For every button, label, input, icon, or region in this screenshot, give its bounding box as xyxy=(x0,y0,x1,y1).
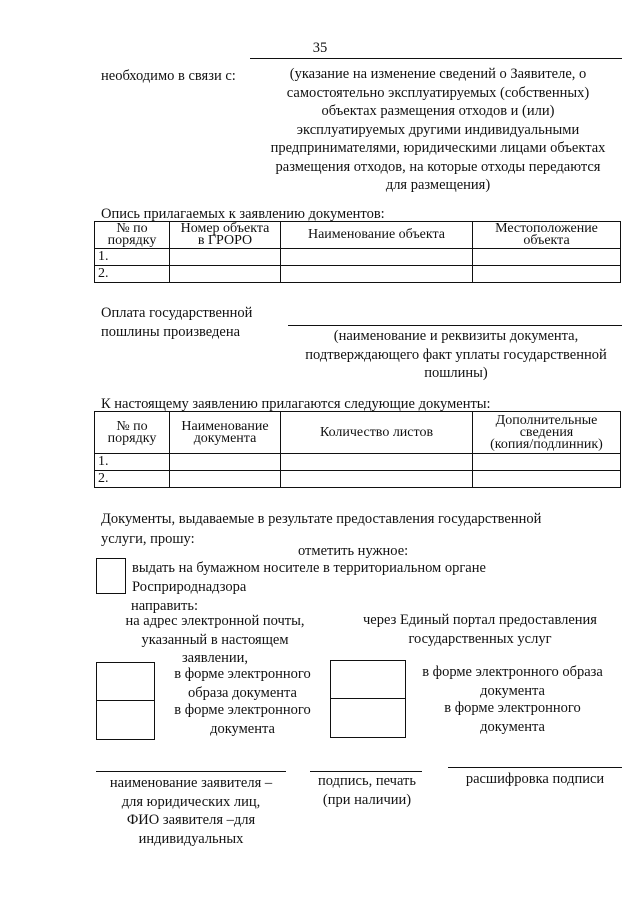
col-header-location: Местоположение объекта xyxy=(473,222,621,249)
col-header-object-name: Наименование объекта xyxy=(281,222,473,249)
table-row xyxy=(95,454,621,471)
table-cell[interactable]: 1. xyxy=(95,454,170,471)
payment-fill-line xyxy=(288,325,622,326)
table-header-row xyxy=(95,222,621,249)
documents-inventory-table xyxy=(94,221,621,283)
col-header-number: № по порядку xyxy=(95,222,170,249)
email-image-label: в форме электронного образа документа xyxy=(174,666,311,701)
signature-caption: подпись, печать (при наличии) xyxy=(318,773,416,808)
paper-delivery-checkbox[interactable] xyxy=(96,558,126,594)
decoding-line xyxy=(448,767,622,768)
table-cell[interactable]: 1. xyxy=(95,249,170,266)
table-cell[interactable] xyxy=(473,471,621,488)
email-option-label: на адрес электронной почты, указанный в настоящем заявлении, xyxy=(125,613,305,666)
table-cell[interactable] xyxy=(170,454,281,471)
portal-image-label: в форме электронного образа документа xyxy=(422,664,603,699)
payment-label: Оплата государственной пошлины произведена xyxy=(101,305,253,340)
attached-documents-table xyxy=(94,411,621,488)
portal-option-label: через Единый портал предоставления государственных услуг xyxy=(363,612,597,647)
col-header-sheet-count: Количество листов xyxy=(281,412,473,454)
reason-note: (указание на изменение сведений о Заявителе, о самостоятельно эксплуатируемых (собственных) объектах размещения отходов и (или) эксплуатируемых другими индивидуальными предпринимателями, юридическими лицами объектах размещения отходов, на которые отходы передаются для размещения) xyxy=(270,66,606,193)
col-header-additional-info: Дополнительные сведения (копия/подлинник) xyxy=(473,412,621,454)
portal-document-checkbox[interactable] xyxy=(330,698,406,738)
delivery-intro: Документы, выдаваемые в результате предоставления государственной услуги, прошу: xyxy=(101,511,542,547)
table-row xyxy=(95,471,621,488)
table-cell[interactable] xyxy=(281,266,473,283)
payment-note: (наименование и реквизиты документа, подтверждающего факт уплаты государственной пошлины) xyxy=(305,328,607,381)
table-cell[interactable] xyxy=(473,249,621,266)
decoding-caption: расшифровка подписи xyxy=(465,771,605,787)
col-header-number: № по порядку xyxy=(95,412,170,454)
table-header-row xyxy=(95,412,621,454)
applicant-name-caption: наименование заявителя – для юридических лиц, ФИО заявителя –для индивидуальных xyxy=(109,775,273,847)
table-cell[interactable] xyxy=(281,471,473,488)
table-row xyxy=(95,249,621,266)
send-label: направить: xyxy=(131,598,199,614)
email-document-checkbox[interactable] xyxy=(96,700,155,740)
col-header-object-number: Номер объекта в ГРОРО xyxy=(170,222,281,249)
table-cell[interactable] xyxy=(170,266,281,283)
table-cell[interactable]: 2. xyxy=(95,471,170,488)
table-cell[interactable] xyxy=(473,454,621,471)
table-row xyxy=(95,266,621,283)
portal-document-label: в форме электронного документа xyxy=(444,700,581,735)
portal-image-checkbox[interactable] xyxy=(330,660,406,700)
table2-caption: К настоящему заявлению прилагаются следующие документы: xyxy=(101,396,491,412)
table-cell[interactable] xyxy=(170,471,281,488)
table-cell[interactable] xyxy=(281,454,473,471)
page-number: 35 xyxy=(312,40,328,56)
email-document-label: в форме электронного документа xyxy=(174,702,311,737)
table-cell[interactable] xyxy=(473,266,621,283)
mark-note: отметить нужное: xyxy=(298,543,409,559)
table-cell[interactable] xyxy=(281,249,473,266)
paper-delivery-label: выдать на бумажном носителе в территориальном органе Росприроднадзора xyxy=(132,560,486,595)
email-image-checkbox[interactable] xyxy=(96,662,155,702)
table-cell[interactable] xyxy=(170,249,281,266)
table-cell[interactable]: 2. xyxy=(95,266,170,283)
table1-caption: Опись прилагаемых к заявлению документов: xyxy=(101,206,385,222)
name-line xyxy=(96,771,286,772)
reason-label: необходимо в связи с: xyxy=(101,68,236,84)
col-header-document-name: Наименование документа xyxy=(170,412,281,454)
fill-line xyxy=(250,58,622,59)
